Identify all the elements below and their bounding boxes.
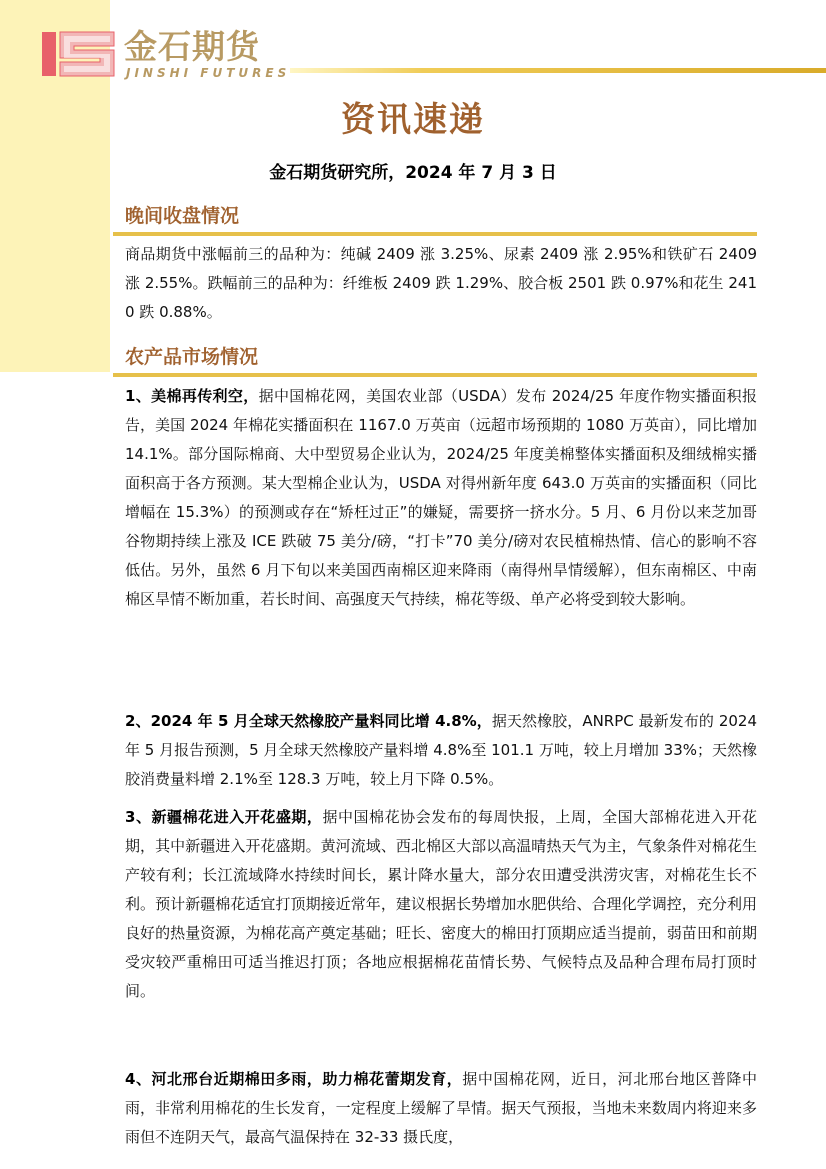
company-logo bbox=[42, 28, 292, 78]
section-heading-agri: 农产品市场情况 bbox=[125, 346, 259, 368]
paragraph-closing bbox=[125, 240, 757, 327]
news-item-4 bbox=[125, 1065, 757, 1152]
news-item-body: 据中国棉花协会发布的每周快报，上周，全国大部棉花进入开花期，其中新疆进入开花盛期。黄河流域、西北棉区大部以高温晴热天气为主，气象条件对棉花生产较有利；长江流域降水持续时间长，累计降水量大，部分农田遭受洪涝灾害，对棉花生长不利。预计新疆棉花适宜打顶期接近常年，建议根据长势增加水肥供给、合理化学调控，充分利用良好的热量资源，为棉花高产奠定基础；旺长、密度大的棉田打顶期应适当提前，弱苗田和前期受灾较严重棉田可适当推迟打顶；各地应根据棉花苗情长势、气候特点及品种合理布局打顶时间。 bbox=[125, 808, 757, 1000]
page-title: 资讯速递 bbox=[341, 100, 485, 140]
news-item-2 bbox=[125, 707, 757, 794]
news-item-body: 据中国棉花网，近日，河北邢台地区普降中雨，非常利用棉花的生长发育，一定程度上缓解了旱情。据天气预报，当地未来数周内将迎来多雨但不连阴天气，最高气温保持在 32-33 摄氏度， bbox=[125, 1070, 757, 1146]
logo-chinese-text: 金石期货 bbox=[124, 27, 260, 66]
news-item-lead: 1、美棉再传利空， bbox=[125, 387, 259, 405]
section-heading-closing: 晚间收盘情况 bbox=[125, 205, 240, 227]
news-item-lead: 4、河北邢台近期棉田多雨，助力棉花蕾期发育， bbox=[125, 1070, 463, 1088]
section-divider bbox=[113, 232, 757, 236]
section-divider bbox=[113, 373, 757, 377]
header-gold-line bbox=[290, 68, 826, 73]
news-item-1 bbox=[125, 382, 757, 614]
logo-mark-icon bbox=[42, 28, 118, 78]
paragraph-body: 商品期货中涨幅前三的品种为：纯碱 2409 涨 3.25%、尿素 2409 涨 2.95%和铁矿石 2409 涨 2.55%。跌幅前三的品种为：纤维板 2409 跌 1.29%、胶合板 2501 跌 0.97%和花生 2410 跌 0.88%。 bbox=[125, 245, 757, 321]
logo-english-text: JINSHI FUTURES bbox=[126, 66, 291, 80]
news-item-body: 据天然橡胶，ANRPC 最新发布的 2024 年 5 月报告预测，5 月全球天然橡胶产量料增 4.8%至 101.1 万吨，较上月增加 33%；天然橡胶消费量料增 2.1%至 128.3 万吨，较上月下降 0.5%。 bbox=[125, 712, 757, 788]
news-item-lead: 3、新疆棉花进入开花盛期， bbox=[125, 808, 323, 826]
news-item-body: 据中国棉花网，美国农业部（USDA）发布 2024/25 年度作物实播面积报告，美国 2024 年棉花实播面积在 1167.0 万英亩（远超市场预期的 1080 万英亩），同比增加 14.1%。部分国际棉商、大中型贸易企业认为，2024/25 年度美棉整体实播面积及细绒棉实播面积高于各方预测。某大型棉企业认为，USDA 对得州新年度 643.0 万英亩的实播面积（同比增幅在 15.3%）的预测或存在“矫枉过正”的嫌疑，需要挤一挤水分。5 月、6 月份以来芝加哥谷物期持续上涨及 ICE 跌破 75 美分/磅，“打卡”70 美分/磅对农民植棉热情、信心的影响不容低估。另外，虽然 6 月下旬以来美国西南棉区迎来降雨（南得州旱情缓解），但东南棉区、中南棉区旱情不断加重，若长时间、高强度天气持续，棉花等级、单产必将受到较大影响。 bbox=[125, 387, 757, 608]
page-subtitle: 金石期货研究所，2024 年 7 月 3 日 bbox=[269, 163, 557, 183]
news-item-3 bbox=[125, 803, 757, 1006]
news-item-lead: 2、2024 年 5 月全球天然橡胶产量料同比增 4.8%， bbox=[125, 712, 492, 730]
